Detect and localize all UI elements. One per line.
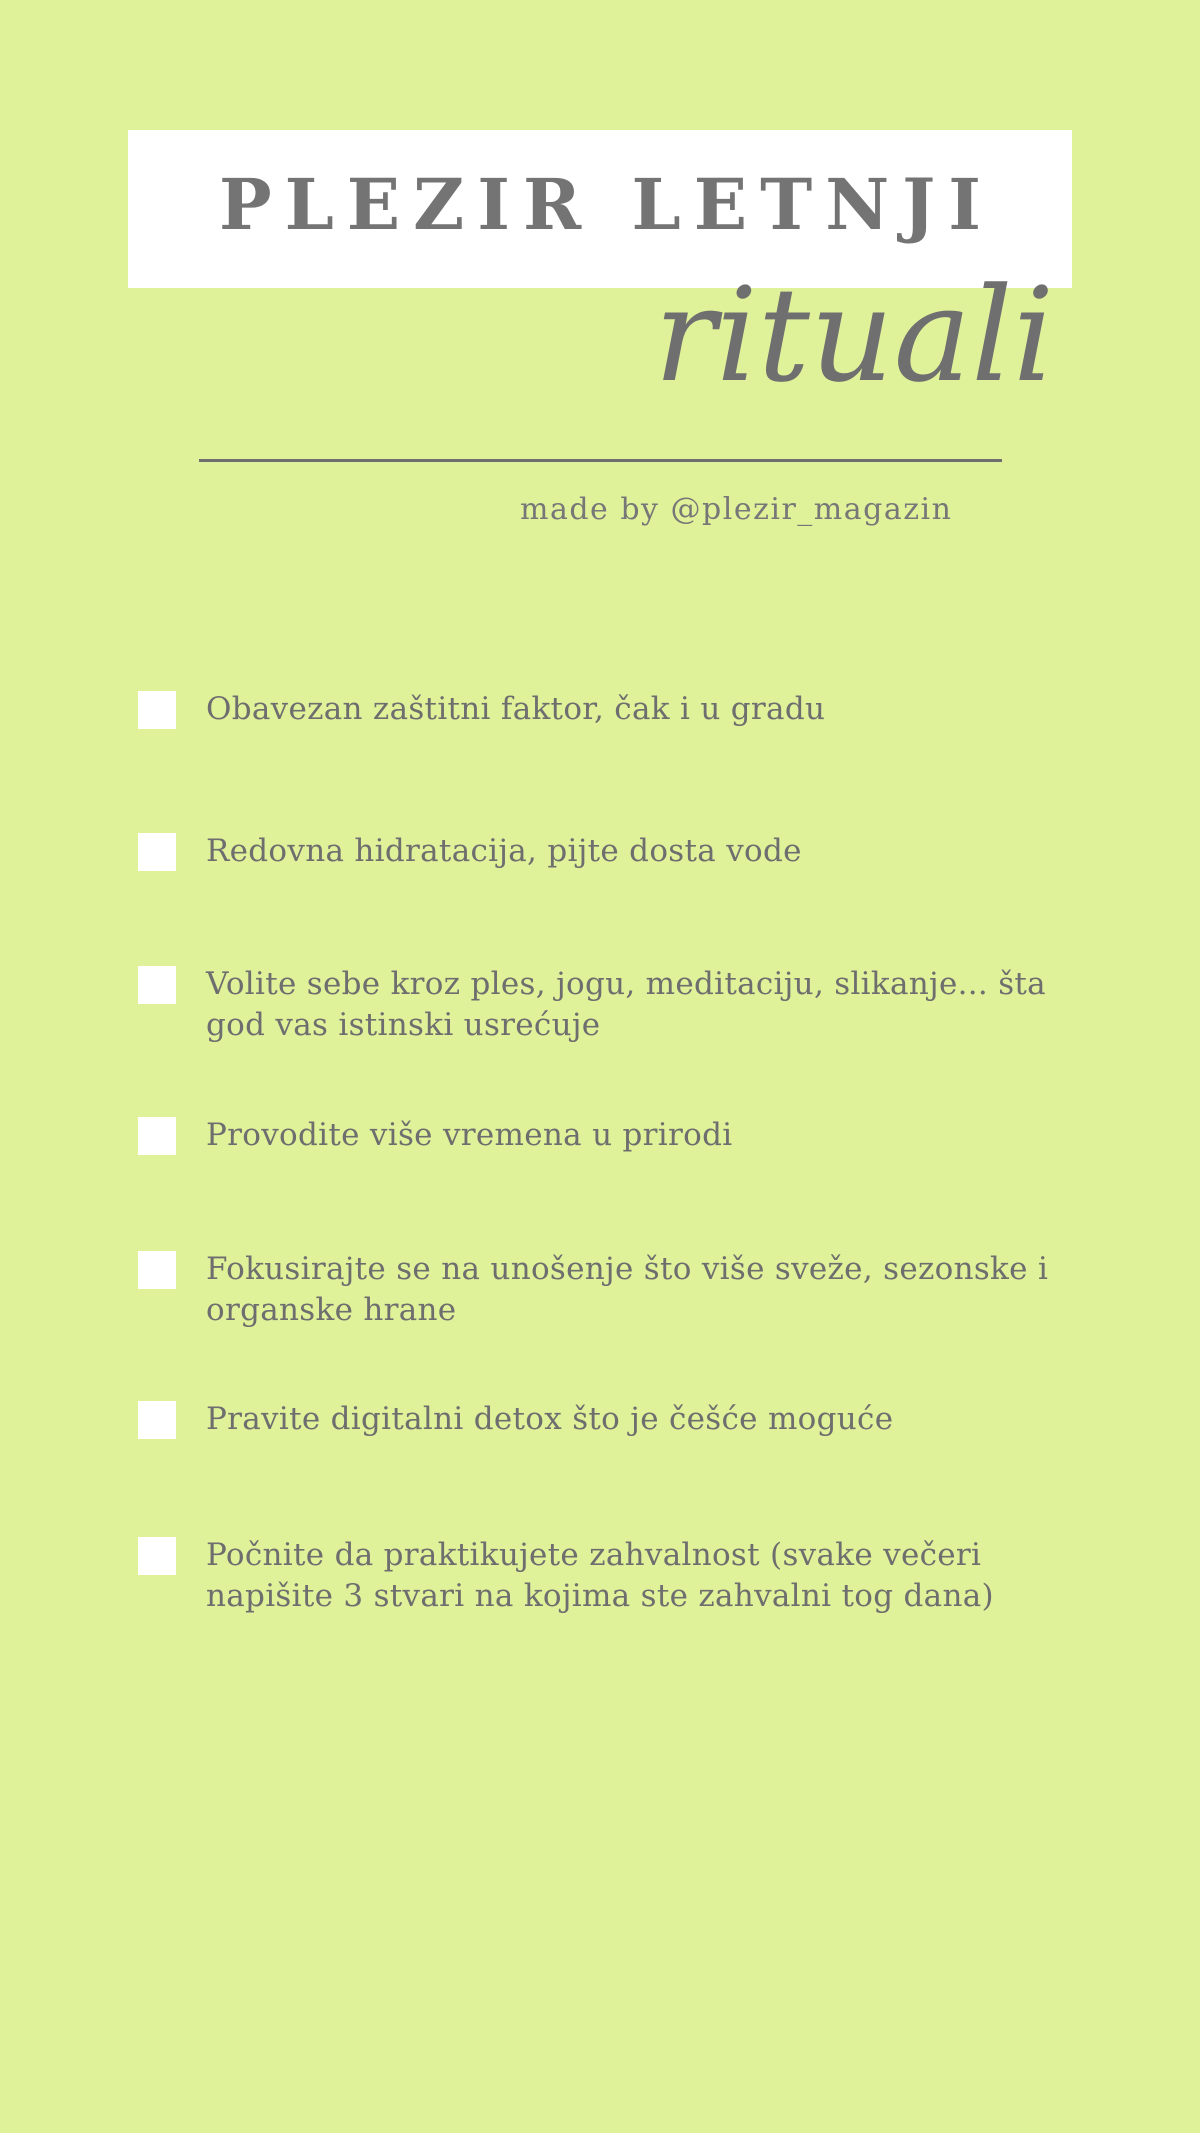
checklist-item-label: Počnite da praktikujete zahvalnost (svake večeri napišite 3 stvari na kojima ste zahvalni tog dana) <box>206 1537 994 1614</box>
checklist-item-label: Fokusirajte se na unošenje što više sveže, sezonske i organske hrane <box>206 1251 1049 1328</box>
checkbox[interactable] <box>138 691 176 729</box>
checkbox[interactable] <box>138 966 176 1004</box>
checkbox[interactable] <box>138 1251 176 1289</box>
checklist-item-label: Provodite više vremena u prirodi <box>206 1117 733 1153</box>
checklist-item-label: Volite sebe kroz ples, jogu, meditaciju, slikanje... šta god vas istinski usrećuje <box>206 966 1046 1043</box>
script-subtitle-text: rituali <box>654 259 1055 411</box>
checklist-item-label: Redovna hidratacija, pijte dosta vode <box>206 833 802 869</box>
script-subtitle <box>640 240 1055 440</box>
divider-line <box>199 459 1002 462</box>
checkbox[interactable] <box>138 1401 176 1439</box>
checkbox[interactable] <box>138 833 176 871</box>
page-title: PLEZIR LETNJI <box>218 163 995 246</box>
checkbox[interactable] <box>138 1537 176 1575</box>
checklist-item-label: Pravite digitalni detox što je češće moguće <box>206 1401 894 1437</box>
byline: made by @plezir_magazin <box>520 492 953 527</box>
checklist-item-label: Obavezan zaštitni faktor, čak i u gradu <box>206 691 826 727</box>
checkbox[interactable] <box>138 1117 176 1155</box>
